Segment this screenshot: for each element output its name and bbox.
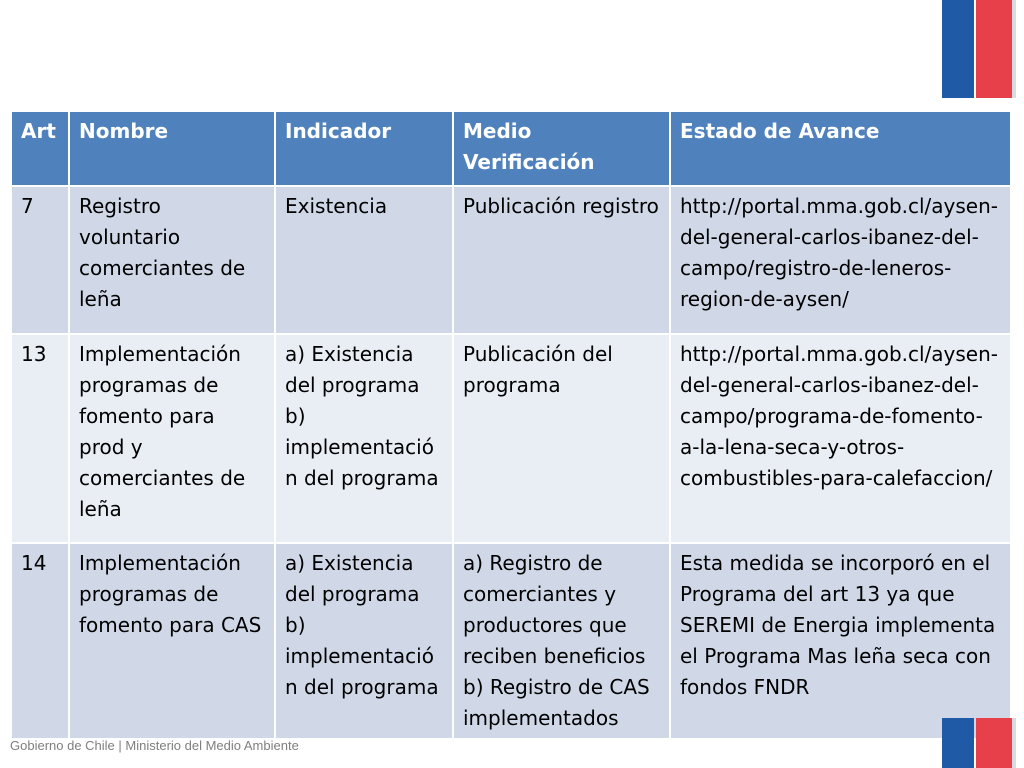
- footer-text: Gobierno de Chile | Ministerio del Medio Ambiente: [10, 738, 299, 753]
- table-header-row: [11, 111, 1011, 186]
- header-nombre: Nombre: [69, 111, 275, 186]
- progress-table: [10, 110, 1012, 740]
- cell-nombre: Implementación programas de fomento para prod y comerciantes de leña: [69, 334, 275, 543]
- flag-red-stripe: [976, 718, 1012, 768]
- table-row: [11, 334, 1011, 543]
- cell-indicador: a) Existencia del programa b) implementación del programa: [275, 543, 453, 739]
- cell-art: 14: [11, 543, 69, 739]
- flag-shadow: [1012, 718, 1016, 768]
- flag-blue-stripe: [942, 0, 974, 98]
- cell-art: 7: [11, 186, 69, 334]
- cell-indicador: a) Existencia del programa b) implementación del programa: [275, 334, 453, 543]
- cell-medio: a) Registro de comerciantes y productores que reciben beneficios b) Registro de CAS implementados: [453, 543, 670, 739]
- header-art: Art: [11, 111, 69, 186]
- cell-art: 13: [11, 334, 69, 543]
- cell-nombre: Registro voluntario comerciantes de leña: [69, 186, 275, 334]
- table-row: [11, 543, 1011, 739]
- header-indicador: Indicador: [275, 111, 453, 186]
- cell-medio: Publicación registro: [453, 186, 670, 334]
- chile-flag-logo-top: [942, 0, 1018, 98]
- cell-estado: Esta medida se incorporó en el Programa del art 13 ya que SEREMI de Energia implementa el Programa Mas leña seca con fondos FNDR: [670, 543, 1011, 739]
- flag-blue-stripe: [942, 718, 974, 768]
- cell-estado-url[interactable]: http://portal.mma.gob.cl/aysen-del-general-carlos-ibanez-del-campo/programa-de-fomento-a-la-lena-seca-y-otros-combustibles-para-calefaccion/: [670, 334, 1011, 543]
- cell-indicador: Existencia: [275, 186, 453, 334]
- header-medio-verificacion: Medio Verificación: [453, 111, 670, 186]
- chile-flag-logo-bottom: [942, 718, 1018, 768]
- table-row: [11, 186, 1011, 334]
- header-estado-avance: Estado de Avance: [670, 111, 1011, 186]
- cell-nombre: Implementación programas de fomento para CAS: [69, 543, 275, 739]
- cell-estado-url[interactable]: http://portal.mma.gob.cl/aysen-del-general-carlos-ibanez-del-campo/registro-de-leneros-region-de-aysen/: [670, 186, 1011, 334]
- flag-red-stripe: [976, 0, 1012, 98]
- cell-medio: Publicación del programa: [453, 334, 670, 543]
- flag-shadow: [1012, 0, 1016, 98]
